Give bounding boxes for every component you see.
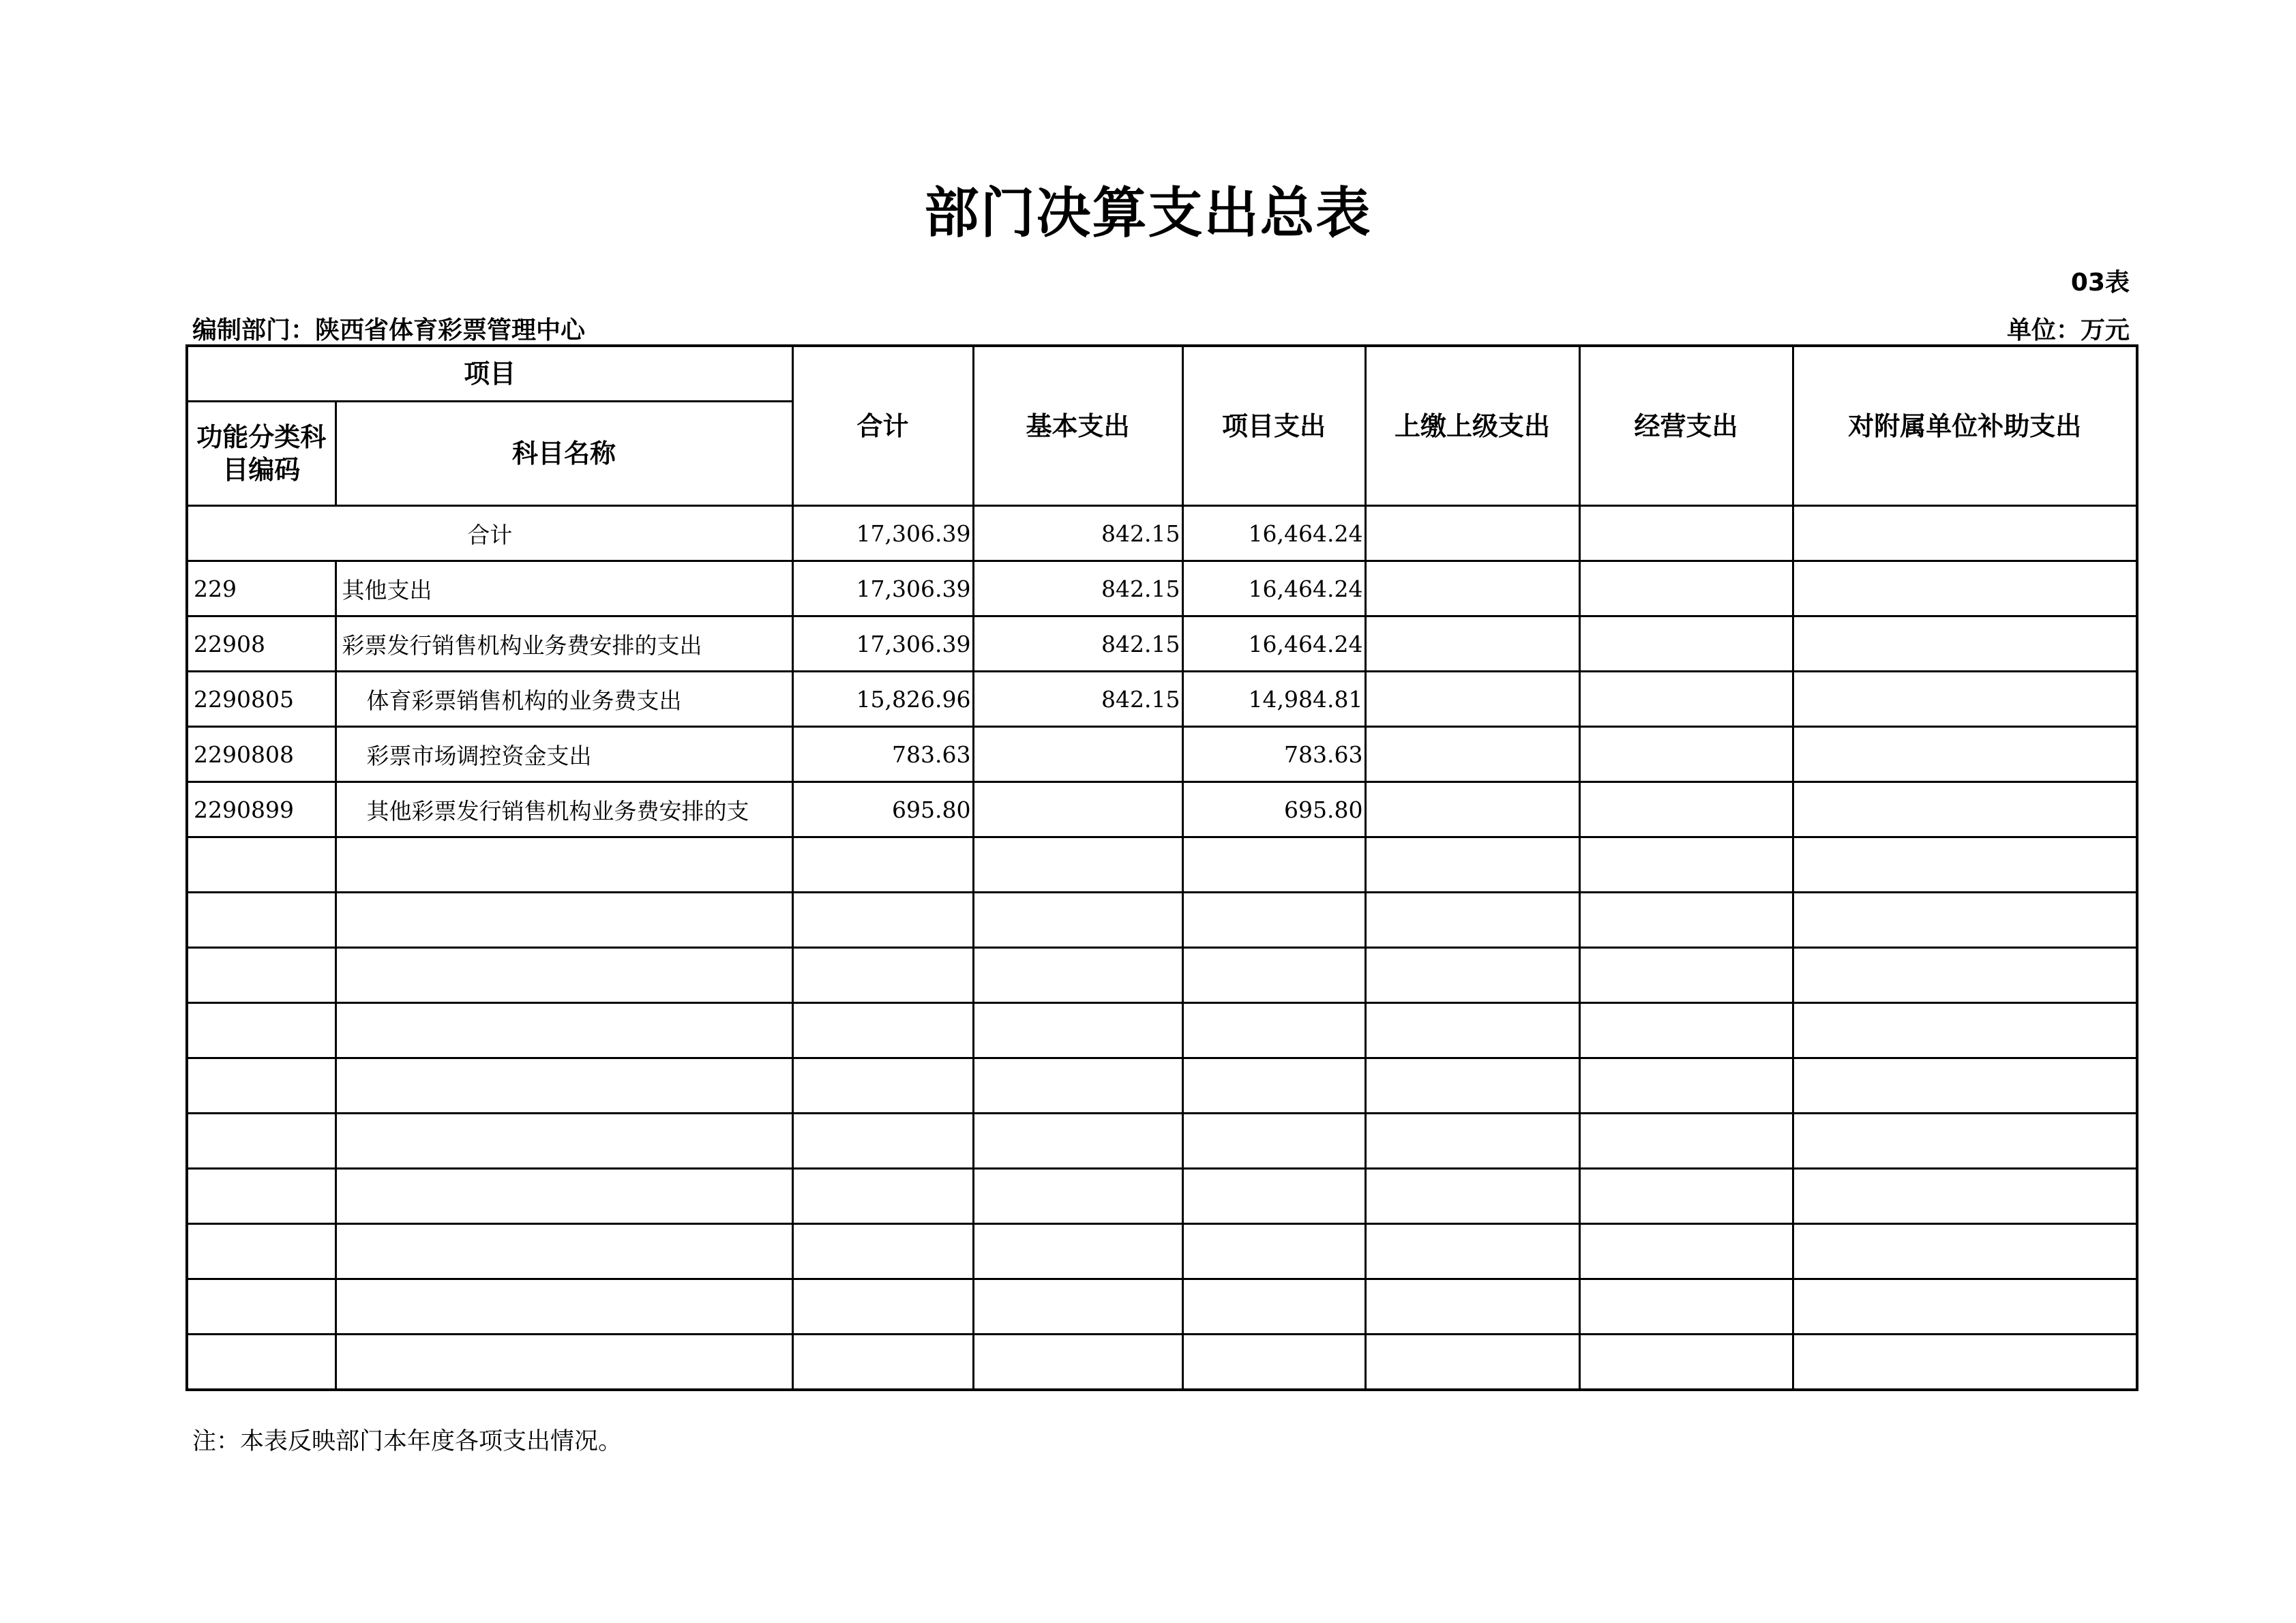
empty-cell (1182, 1279, 1365, 1335)
empty-cell (1793, 1169, 2137, 1224)
row-upper (1365, 561, 1579, 616)
empty-cell (792, 1003, 973, 1058)
department-label: 编制部门：陕西省体育彩票管理中心 (192, 316, 586, 344)
empty-row (187, 1114, 2137, 1169)
empty-cell (187, 1224, 336, 1279)
row-upper (1365, 616, 1579, 672)
empty-cell (1579, 1335, 1793, 1390)
header-upper: 上缴上级支出 (1365, 346, 1579, 506)
row-code: 2290805 (187, 672, 336, 727)
row-business (1579, 672, 1793, 727)
row-subsidy (1793, 672, 2137, 727)
empty-cell (792, 1114, 973, 1169)
row-upper (1365, 782, 1579, 837)
header-name: 科目名称 (336, 402, 792, 506)
empty-cell (973, 893, 1182, 948)
expenditure-table (185, 344, 2138, 1391)
empty-cell (336, 893, 792, 948)
empty-cell (336, 1003, 792, 1058)
header-subsidy: 对附属单位补助支出 (1793, 346, 2137, 506)
row-total: 783.63 (792, 727, 973, 782)
row-subsidy (1793, 727, 2137, 782)
empty-cell (187, 1279, 336, 1335)
empty-cell (187, 893, 336, 948)
empty-cell (973, 1058, 1182, 1114)
header-total: 合计 (792, 346, 973, 506)
row-subsidy (1793, 561, 2137, 616)
table-row (187, 672, 2137, 727)
empty-cell (792, 1279, 973, 1335)
empty-cell (1793, 948, 2137, 1003)
empty-cell (1365, 1169, 1579, 1224)
empty-cell (187, 1114, 336, 1169)
empty-cell (1793, 1279, 2137, 1335)
empty-cell (1793, 1003, 2137, 1058)
row-total: 695.80 (792, 782, 973, 837)
empty-cell (1579, 1114, 1793, 1169)
empty-cell (1579, 1224, 1793, 1279)
row-name: 其他彩票发行销售机构业务费安排的支 (336, 782, 792, 837)
empty-cell (792, 837, 973, 893)
empty-cell (1579, 1279, 1793, 1335)
header-business: 经营支出 (1579, 346, 1793, 506)
empty-cell (973, 1224, 1182, 1279)
empty-cell (973, 1169, 1182, 1224)
empty-cell (973, 1279, 1182, 1335)
row-code: 2290808 (187, 727, 336, 782)
empty-cell (187, 1058, 336, 1114)
row-code: 229 (187, 561, 336, 616)
empty-cell (187, 1169, 336, 1224)
empty-cell (1365, 1058, 1579, 1114)
form-number: 03表 (2070, 269, 2130, 297)
empty-cell (1182, 1058, 1365, 1114)
empty-cell (792, 1335, 973, 1390)
row-name: 彩票发行销售机构业务费安排的支出 (336, 616, 792, 672)
empty-cell (1579, 893, 1793, 948)
header-item: 项目 (187, 346, 792, 402)
empty-cell (1793, 893, 2137, 948)
empty-cell (1579, 837, 1793, 893)
empty-cell (336, 1169, 792, 1224)
empty-cell (336, 1114, 792, 1169)
row-total: 17,306.39 (792, 616, 973, 672)
empty-cell (792, 893, 973, 948)
empty-cell (187, 837, 336, 893)
row-project: 14,984.81 (1182, 672, 1365, 727)
empty-cell (973, 837, 1182, 893)
table-row (187, 561, 2137, 616)
table-row (187, 616, 2137, 672)
empty-cell (1365, 1224, 1579, 1279)
page-title: 部门决算支出总表 (924, 181, 1372, 245)
row-code: 22908 (187, 616, 336, 672)
row-project: 783.63 (1182, 727, 1365, 782)
empty-cell (1793, 837, 2137, 893)
total-subsidy (1793, 506, 2137, 561)
empty-row (187, 1058, 2137, 1114)
empty-cell (792, 948, 973, 1003)
header-project: 项目支出 (1182, 346, 1365, 506)
empty-row (187, 893, 2137, 948)
row-basic: 842.15 (973, 616, 1182, 672)
row-name: 彩票市场调控资金支出 (336, 727, 792, 782)
footnote: 注：本表反映部门本年度各项支出情况。 (192, 1428, 623, 1455)
table-row (187, 727, 2137, 782)
total-total: 17,306.39 (792, 506, 973, 561)
row-project: 16,464.24 (1182, 561, 1365, 616)
empty-cell (336, 1058, 792, 1114)
row-name: 其他支出 (336, 561, 792, 616)
row-upper (1365, 727, 1579, 782)
row-business (1579, 782, 1793, 837)
total-upper (1365, 506, 1579, 561)
empty-cell (1182, 837, 1365, 893)
empty-cell (1182, 893, 1365, 948)
empty-cell (187, 1335, 336, 1390)
row-total: 15,826.96 (792, 672, 973, 727)
empty-cell (336, 837, 792, 893)
empty-cell (336, 1335, 792, 1390)
row-name: 体育彩票销售机构的业务费支出 (336, 672, 792, 727)
total-label: 合计 (187, 506, 792, 561)
empty-row (187, 1335, 2137, 1390)
empty-cell (187, 1003, 336, 1058)
empty-cell (1579, 1003, 1793, 1058)
row-business (1579, 561, 1793, 616)
row-basic (973, 782, 1182, 837)
empty-cell (1182, 1335, 1365, 1390)
row-subsidy (1793, 782, 2137, 837)
total-business (1579, 506, 1793, 561)
empty-row (187, 1224, 2137, 1279)
empty-cell (336, 948, 792, 1003)
empty-cell (336, 1224, 792, 1279)
header-basic: 基本支出 (973, 346, 1182, 506)
empty-row (187, 1169, 2137, 1224)
unit-label: 单位：万元 (2006, 316, 2130, 344)
empty-cell (1365, 1279, 1579, 1335)
empty-cell (1365, 1003, 1579, 1058)
empty-cell (792, 1224, 973, 1279)
row-basic (973, 727, 1182, 782)
table-row (187, 782, 2137, 837)
empty-cell (1182, 1003, 1365, 1058)
row-basic: 842.15 (973, 672, 1182, 727)
empty-row (187, 837, 2137, 893)
empty-cell (1182, 1169, 1365, 1224)
empty-cell (1579, 1058, 1793, 1114)
row-business (1579, 616, 1793, 672)
row-total: 17,306.39 (792, 561, 973, 616)
empty-cell (1793, 1335, 2137, 1390)
empty-cell (336, 1279, 792, 1335)
empty-row (187, 1279, 2137, 1335)
empty-cell (1579, 948, 1793, 1003)
empty-cell (1365, 948, 1579, 1003)
row-project: 16,464.24 (1182, 616, 1365, 672)
empty-cell (1365, 893, 1579, 948)
empty-cell (187, 948, 336, 1003)
row-project: 695.80 (1182, 782, 1365, 837)
total-basic: 842.15 (973, 506, 1182, 561)
empty-cell (792, 1169, 973, 1224)
empty-cell (1793, 1058, 2137, 1114)
empty-cell (973, 1335, 1182, 1390)
row-subsidy (1793, 616, 2137, 672)
empty-cell (1182, 948, 1365, 1003)
empty-cell (1365, 837, 1579, 893)
empty-cell (1793, 1114, 2137, 1169)
row-code: 2290899 (187, 782, 336, 837)
empty-cell (973, 1003, 1182, 1058)
header-code: 功能分类科目编码 (187, 402, 336, 506)
empty-cell (1365, 1335, 1579, 1390)
row-upper (1365, 672, 1579, 727)
empty-cell (1182, 1114, 1365, 1169)
row-basic: 842.15 (973, 561, 1182, 616)
empty-cell (792, 1058, 973, 1114)
empty-cell (1579, 1169, 1793, 1224)
empty-cell (1182, 1224, 1365, 1279)
empty-row (187, 1003, 2137, 1058)
total-project: 16,464.24 (1182, 506, 1365, 561)
empty-cell (1793, 1224, 2137, 1279)
empty-cell (973, 948, 1182, 1003)
empty-row (187, 948, 2137, 1003)
empty-cell (1365, 1114, 1579, 1169)
total-row (187, 506, 2137, 561)
empty-cell (973, 1114, 1182, 1169)
row-business (1579, 727, 1793, 782)
